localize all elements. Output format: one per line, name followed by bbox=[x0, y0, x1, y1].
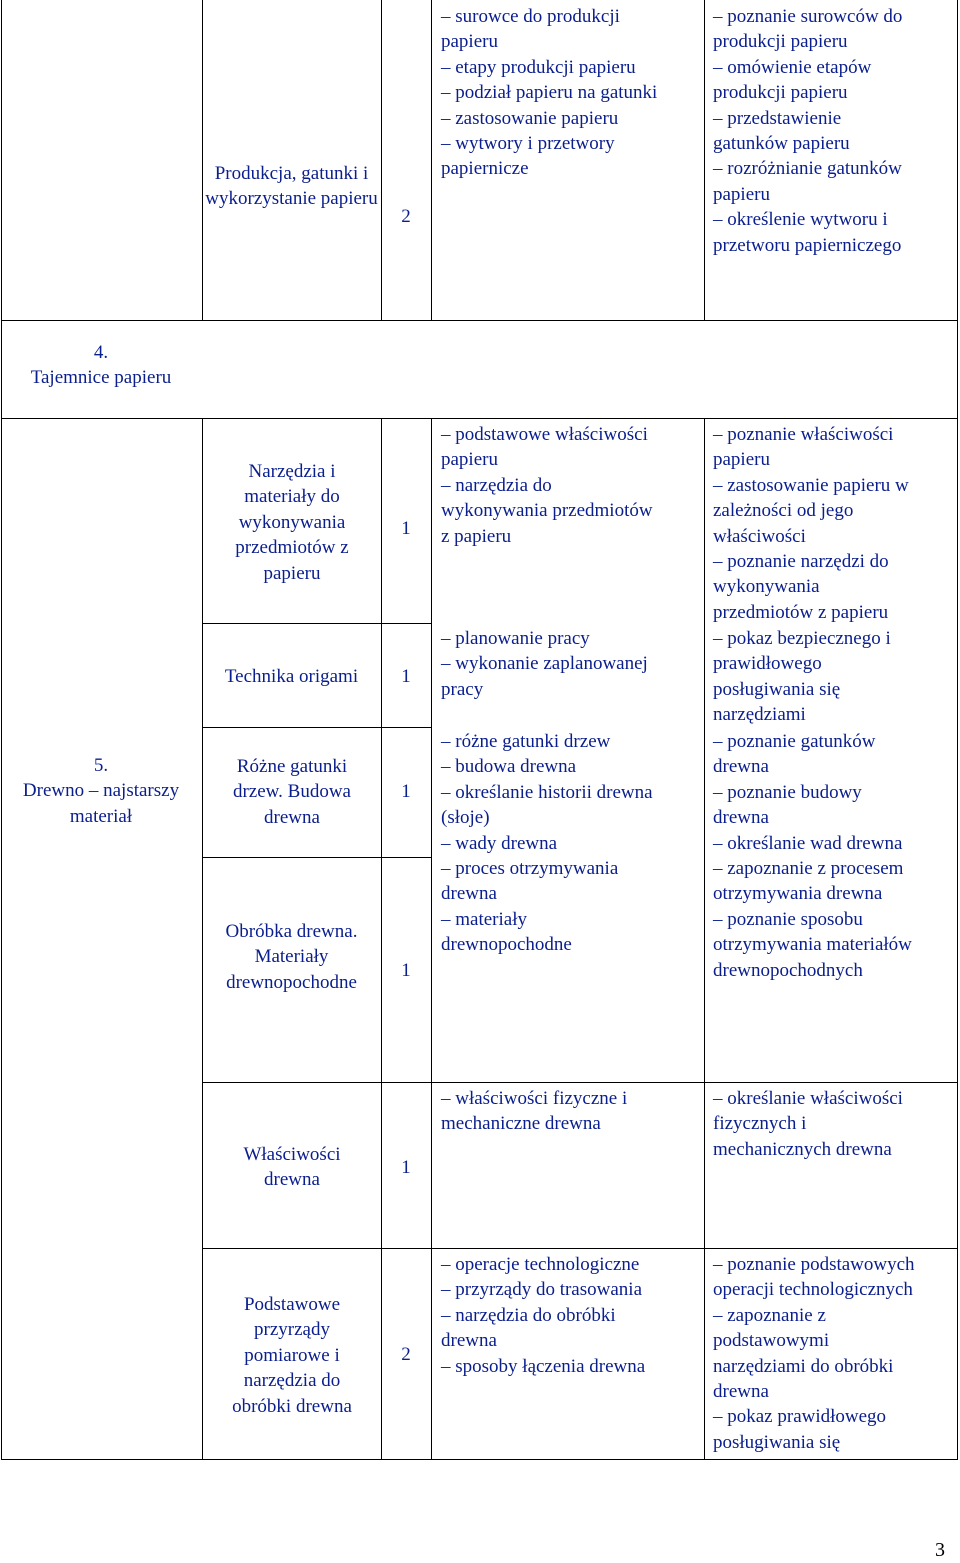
list-item: – określanie historii drewna bbox=[441, 781, 653, 803]
hours-cell: 1 bbox=[401, 666, 411, 687]
column-divider bbox=[704, 0, 705, 320]
topic-cell: Różne gatunki drzew. Budowa drewna bbox=[232, 756, 351, 828]
objectives-cell bbox=[713, 856, 953, 983]
hours-cell: 1 bbox=[401, 1157, 411, 1178]
list-item: – narzędzia do bbox=[441, 474, 552, 496]
list-item: – zastosowanie papieru bbox=[441, 107, 619, 129]
column-divider bbox=[704, 418, 705, 1459]
hours-cell: 1 bbox=[401, 960, 411, 981]
list-item: – budowa drewna bbox=[441, 756, 577, 778]
list-item: drewna bbox=[713, 756, 769, 778]
list-item: zależności od jego bbox=[713, 500, 854, 522]
page-number: 3 bbox=[935, 1539, 945, 1561]
list-item: – określanie właściwości bbox=[713, 1088, 903, 1109]
list-item: drewna bbox=[713, 807, 769, 829]
list-item: – sposoby łączenia drewna bbox=[441, 1355, 646, 1377]
list-item: – zapoznanie z procesem bbox=[713, 858, 904, 879]
list-item: – poznanie narzędzi do bbox=[713, 551, 889, 573]
objectives-cell bbox=[713, 422, 953, 625]
list-item: papiernicze bbox=[441, 158, 529, 180]
list-item: mechaniczne drewna bbox=[441, 1113, 601, 1135]
section-number: 5. bbox=[93, 755, 109, 776]
section-title: Tajemnice papieru bbox=[30, 367, 172, 389]
list-item: wykonywania przedmiotów bbox=[441, 500, 653, 522]
list-item: – poznanie gatunków bbox=[713, 731, 876, 752]
list-item: – materiały bbox=[441, 908, 527, 930]
topic-cell: Podstawowe przyrządy pomiarowe i narzędzia do obróbki drewna bbox=[232, 1294, 352, 1417]
list-item: – przyrządy do trasowania bbox=[441, 1279, 643, 1301]
list-item: – narzędzia do obróbki bbox=[441, 1304, 616, 1326]
content-cell bbox=[441, 729, 701, 856]
list-item: – pokaz bezpiecznego i bbox=[713, 628, 891, 649]
list-item: pracy bbox=[441, 678, 484, 700]
topic-cell: Produkcja, gatunki i wykorzystanie papieru bbox=[205, 163, 378, 210]
list-item: fizycznych i bbox=[713, 1113, 807, 1135]
topic-cell: Obróbka drewna. Materiały drewnopochodne bbox=[225, 921, 358, 993]
list-item: – wykonanie zaplanowanej bbox=[441, 653, 648, 675]
list-item: – właściwości fizyczne i bbox=[441, 1088, 628, 1109]
list-item: papieru bbox=[713, 183, 770, 205]
content-cell bbox=[441, 422, 701, 549]
content-cell bbox=[441, 4, 701, 182]
column-divider bbox=[381, 418, 382, 1459]
list-item: otrzymywania materiałów bbox=[713, 934, 912, 956]
list-item: – omówienie etapów bbox=[713, 56, 872, 78]
row-divider bbox=[202, 623, 431, 624]
list-item: – wady drewna bbox=[441, 832, 558, 854]
list-item: – określanie wad drewna bbox=[713, 832, 903, 854]
list-item: – planowanie pracy bbox=[441, 628, 590, 649]
section-heading bbox=[1, 340, 201, 391]
column-divider bbox=[431, 0, 432, 320]
list-item: produkcji papieru bbox=[713, 31, 848, 53]
list-item: operacji technologicznych bbox=[713, 1279, 913, 1301]
row-divider bbox=[1, 1459, 958, 1460]
list-item: – podstawowe właściwości bbox=[441, 424, 648, 445]
column-divider bbox=[381, 0, 382, 320]
list-item: papieru bbox=[713, 449, 770, 471]
hours-cell: 2 bbox=[401, 1344, 411, 1365]
list-item: – pokaz prawidłowego bbox=[713, 1406, 887, 1428]
list-item: mechanicznych drewna bbox=[713, 1138, 892, 1160]
list-item: – poznanie właściwości bbox=[713, 424, 894, 445]
table-border-right bbox=[957, 0, 958, 1459]
objectives-cell bbox=[713, 1086, 953, 1162]
list-item: – podział papieru na gatunki bbox=[441, 82, 658, 104]
list-item: prawidłowego bbox=[713, 653, 822, 675]
column-divider bbox=[202, 0, 203, 320]
list-item: – surowce do produkcji bbox=[441, 6, 620, 27]
list-item: otrzymywania drewna bbox=[713, 883, 883, 905]
hours-cell: 2 bbox=[401, 206, 411, 227]
list-item: papieru bbox=[441, 449, 498, 471]
list-item: przetworu papierniczego bbox=[713, 234, 902, 256]
section-title: Drewno – najstarszy materiał bbox=[22, 780, 180, 827]
hours-cell: 1 bbox=[401, 518, 411, 539]
list-item: narzędziami do obróbki bbox=[713, 1355, 894, 1377]
section-number: 4. bbox=[93, 342, 109, 363]
list-item: – rozróżnianie gatunków bbox=[713, 158, 902, 180]
list-item: – etapy produkcji papieru bbox=[441, 56, 636, 78]
list-item: narzędziami bbox=[713, 704, 806, 726]
objectives-cell bbox=[713, 1252, 953, 1455]
list-item: właściwości bbox=[713, 525, 806, 547]
list-item: – określenie wytworu i bbox=[713, 209, 888, 231]
row-divider bbox=[1, 418, 958, 419]
hours-cell: 1 bbox=[401, 781, 411, 802]
row-divider bbox=[202, 1248, 958, 1249]
list-item: – poznanie sposobu bbox=[713, 908, 863, 930]
topic-cell: Technika origami bbox=[224, 666, 359, 687]
topic-cell: Właściwości drewna bbox=[243, 1144, 341, 1191]
list-item: gatunków papieru bbox=[713, 133, 850, 155]
list-item: – zapoznanie z bbox=[713, 1304, 826, 1326]
list-item: – różne gatunki drzew bbox=[441, 731, 611, 752]
list-item: drewna bbox=[441, 1330, 497, 1352]
content-cell bbox=[441, 626, 701, 702]
list-item: (słoje) bbox=[441, 807, 490, 829]
list-item: drewna bbox=[441, 883, 497, 905]
list-item: – operacje technologiczne bbox=[441, 1254, 640, 1275]
list-item: przedmiotów z papieru bbox=[713, 601, 889, 623]
content-cell bbox=[441, 1252, 701, 1379]
list-item: papieru bbox=[441, 31, 498, 53]
list-item: – zastosowanie papieru w bbox=[713, 474, 909, 496]
list-item: drewna bbox=[713, 1381, 769, 1403]
section-heading bbox=[1, 753, 201, 829]
list-item: wykonywania bbox=[713, 576, 820, 598]
topic-cell: Narzędzia i materiały do wykonywania przedmiotów z papieru bbox=[235, 461, 349, 584]
content-cell bbox=[441, 1086, 701, 1137]
objectives-cell bbox=[713, 4, 953, 258]
list-item: drewnopochodnych bbox=[713, 959, 863, 981]
list-item: – poznanie podstawowych bbox=[713, 1254, 915, 1275]
list-item: posługiwania się bbox=[713, 1431, 841, 1453]
list-item: – poznanie budowy bbox=[713, 781, 862, 803]
table-border-left bbox=[1, 0, 2, 1459]
list-item: produkcji papieru bbox=[713, 82, 848, 104]
row-divider bbox=[1, 320, 958, 321]
list-item: – proces otrzymywania bbox=[441, 858, 619, 879]
list-item: – poznanie surowców do bbox=[713, 6, 903, 27]
row-divider bbox=[202, 1082, 958, 1083]
column-divider bbox=[431, 418, 432, 1459]
list-item: – wytwory i przetwory bbox=[441, 133, 615, 155]
list-item: posługiwania się bbox=[713, 678, 841, 700]
objectives-cell bbox=[713, 626, 953, 728]
list-item: – przedstawienie bbox=[713, 107, 842, 129]
list-item: drewnopochodne bbox=[441, 934, 572, 956]
row-divider bbox=[202, 857, 431, 858]
row-divider bbox=[202, 727, 431, 728]
list-item: z papieru bbox=[441, 525, 512, 547]
list-item: podstawowymi bbox=[713, 1330, 830, 1352]
content-cell bbox=[441, 856, 701, 958]
objectives-cell bbox=[713, 729, 953, 856]
